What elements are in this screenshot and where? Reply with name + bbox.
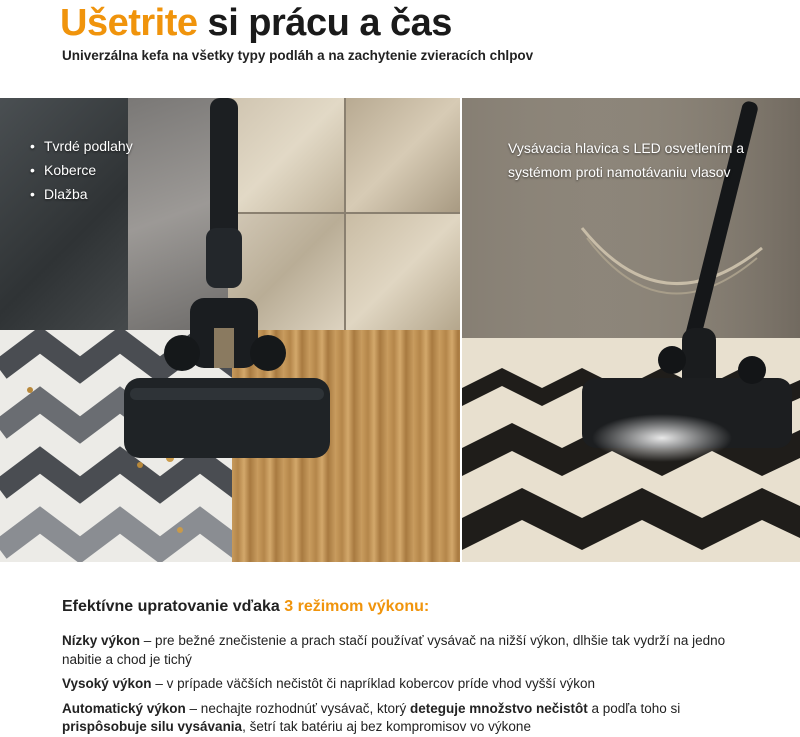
floor-types-list (30, 134, 133, 206)
marble-tile (346, 214, 460, 330)
list-item: • Tvrdé podlahy (30, 138, 133, 154)
section-title (62, 598, 429, 616)
floor-types-photo (0, 98, 460, 562)
bullet-label: Koberce (44, 162, 97, 178)
title-accent: Ušetrite (60, 2, 198, 44)
subtitle: Univerzálna kefa na všetky typy podláh a na zachytenie zvieracích chlpov (62, 48, 534, 63)
mode-description: – v prípade väčších nečistôt či napríklad kobercov príde vhod vyšší výkon (151, 676, 596, 691)
section-title-start: Efektívne upratovanie vďaka (62, 598, 285, 615)
mode-description: a podľa toho si (587, 700, 681, 716)
bullet-label: Tvrdé podlahy (44, 138, 133, 154)
section-title-accent: 3 režimom výkonu: (284, 598, 430, 615)
mode-label: Vysoký výkon (62, 676, 152, 691)
power-modes (62, 632, 752, 737)
list-item: • Dlažba (30, 186, 88, 202)
vacuum-head-icon (110, 98, 340, 478)
mode-emphasis: deteguje množstvo nečistôt (409, 700, 588, 716)
mode-description: , šetrí tak batériu aj bez kompromisov vo výkone (242, 719, 531, 734)
list-item: • Koberce (30, 162, 97, 178)
mode-description: – nechajte rozhodnúť vysávač, ktorý (185, 700, 410, 716)
mode-emphasis: prispôsobuje silu vysávania (62, 719, 243, 734)
mode-label: Automatický výkon (62, 700, 186, 716)
mode-high (62, 675, 752, 694)
mode-auto (62, 700, 752, 737)
marble-tile (346, 98, 460, 214)
led-caption: Vysávacia hlavica s LED osvetlením a systémom proti namotávaniu vlasov (508, 140, 745, 180)
bullet-label: Dlažba (44, 186, 88, 202)
mode-description: – pre bežné znečistenie a prach stačí používať vysávač na nižší výkon, dlhšie tak vydrží na jedno nabitie a chod je tichý (62, 633, 726, 667)
slate-tile (0, 98, 128, 330)
title-rest: si prácu a čas (197, 2, 452, 44)
mode-label: Nízky výkon (62, 633, 141, 648)
mode-low (62, 632, 752, 669)
page-title (60, 2, 452, 45)
